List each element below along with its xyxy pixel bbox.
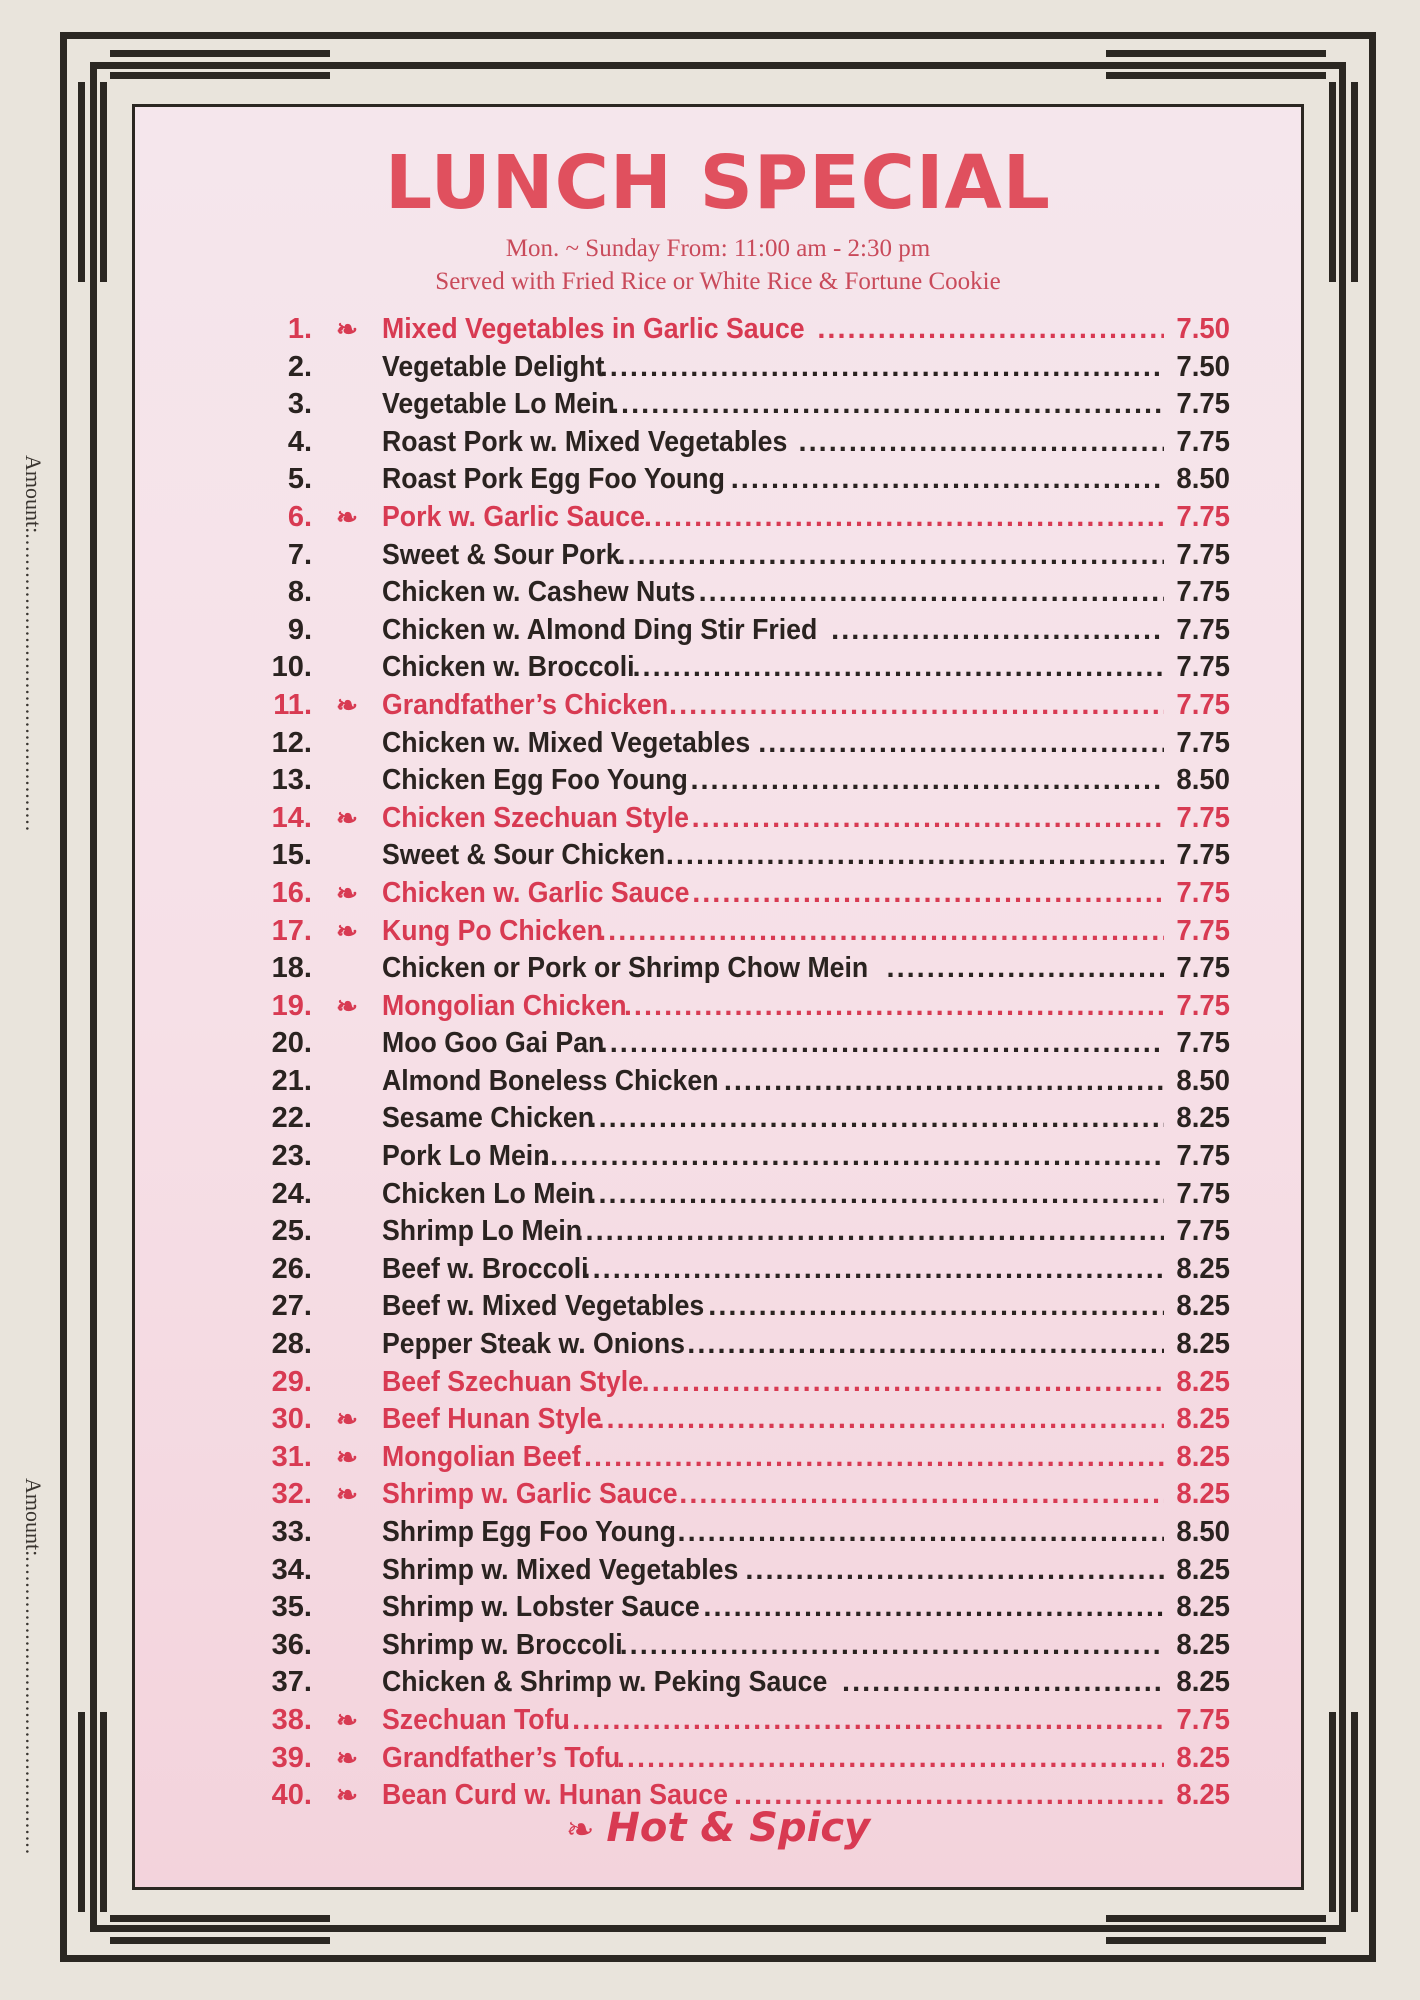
item-number: 21. <box>271 1064 312 1097</box>
item-name: Mongolian Beef <box>382 1440 581 1473</box>
menu-item <box>250 689 1230 727</box>
item-name: Shrimp Egg Foo Young <box>382 1516 676 1548</box>
amount-label-text: Amount: <box>21 1478 46 1557</box>
item-price: 8.50 <box>1176 1516 1230 1548</box>
dot-leader <box>799 426 1164 459</box>
dot-leader <box>745 1554 1164 1587</box>
hot-pepper-icon: ❧ <box>336 1742 358 1773</box>
item-name: Mongolian Chicken <box>382 989 627 1022</box>
menu-item <box>250 802 1230 840</box>
menu-item <box>250 1666 1230 1704</box>
item-number: 36. <box>271 1628 312 1661</box>
item-name: Szechuan Tofu <box>382 1703 570 1736</box>
item-number: 11. <box>273 688 312 721</box>
item-name: Pepper Steak w. Onions <box>382 1328 685 1361</box>
item-price: 8.25 <box>1176 1779 1230 1812</box>
item-price: 8.25 <box>1176 1252 1230 1285</box>
dot-leader <box>724 1065 1164 1098</box>
item-number: 16. <box>271 876 312 909</box>
item-price: 7.75 <box>1176 876 1230 909</box>
item-name: Vegetable Delight <box>382 350 605 383</box>
item-name: Chicken or Pork or Shrimp Chow Mein <box>382 952 869 985</box>
item-number: 12. <box>271 726 312 759</box>
dot-leader <box>678 1516 1164 1549</box>
dot-leader <box>540 1140 1164 1173</box>
item-number: 15. <box>271 839 312 872</box>
dot-leader <box>617 1742 1164 1775</box>
item-number: 28. <box>271 1328 312 1361</box>
item-number: 13. <box>271 764 312 797</box>
dot-leader <box>817 313 1164 346</box>
item-price: 7.75 <box>1176 688 1230 721</box>
item-price: 7.75 <box>1176 538 1230 571</box>
item-name: Chicken w. Cashew Nuts <box>382 576 696 609</box>
dot-leader <box>708 1290 1164 1323</box>
menu-item <box>250 1554 1230 1592</box>
menu-item <box>250 501 1230 539</box>
menu-item <box>250 1742 1230 1780</box>
item-price: 7.75 <box>1176 1703 1230 1736</box>
item-price: 7.75 <box>1176 1027 1230 1060</box>
item-price: 8.25 <box>1176 1440 1230 1473</box>
item-number: 23. <box>271 1140 312 1173</box>
menu-item <box>250 1140 1230 1178</box>
item-name: Chicken Szechuan Style <box>382 801 689 834</box>
item-price: 8.25 <box>1176 1628 1230 1661</box>
dot-leader <box>642 1366 1164 1399</box>
item-name: Almond Boneless Chicken <box>382 1064 719 1097</box>
menu-title: LUNCH SPECIAL <box>385 140 1051 226</box>
item-name: Moo Goo Gai Pan <box>382 1027 605 1060</box>
item-price: 7.75 <box>1176 801 1230 834</box>
item-number: 10. <box>271 651 312 684</box>
item-number: 2. <box>287 350 312 383</box>
item-number: 17. <box>271 914 312 947</box>
item-price: 8.50 <box>1176 764 1230 797</box>
item-name: Roast Pork Egg Foo Young <box>382 463 725 496</box>
item-number: 3. <box>287 388 312 421</box>
menu-item <box>250 1253 1230 1291</box>
item-number: 27. <box>271 1290 312 1323</box>
menu-item <box>250 539 1230 577</box>
item-name: Beef w. Broccoli <box>382 1252 589 1285</box>
item-name: Pork w. Garlic Sauce <box>382 500 645 533</box>
item-price: 7.75 <box>1176 425 1230 458</box>
item-price: 8.25 <box>1176 1290 1230 1323</box>
menu-item <box>250 614 1230 652</box>
menu-item <box>250 1441 1230 1479</box>
item-price: 7.75 <box>1176 914 1230 947</box>
menu-item <box>250 351 1230 389</box>
item-price: 7.75 <box>1176 651 1230 684</box>
item-name: Sweet & Sour Chicken <box>382 839 666 872</box>
item-name: Bean Curd w. Hunan Sauce <box>382 1779 728 1812</box>
item-name: Grandfather’s Chicken <box>382 688 669 721</box>
hot-pepper-icon: ❧ <box>336 1441 358 1472</box>
item-number: 6. <box>287 500 312 533</box>
dot-leader <box>624 990 1164 1023</box>
menu-item <box>250 839 1230 877</box>
menu-item <box>250 1403 1230 1441</box>
menu-item <box>250 1102 1230 1140</box>
item-number: 24. <box>271 1177 312 1210</box>
item-name: Chicken w. Garlic Sauce <box>382 876 690 909</box>
dot-leader <box>617 539 1164 572</box>
item-name: Chicken Egg Foo Young <box>382 764 688 797</box>
item-name: Beef w. Mixed Vegetables <box>382 1290 705 1323</box>
menu-item <box>250 1366 1230 1404</box>
legend-label: Hot & Spicy <box>606 1805 871 1851</box>
hot-pepper-icon: ❧ <box>336 501 358 532</box>
item-name: Chicken w. Broccoli <box>382 651 635 684</box>
hot-pepper-icon: ❧ <box>336 1704 358 1735</box>
item-price: 7.75 <box>1176 839 1230 872</box>
hot-pepper-icon: ❧ <box>565 1810 595 1850</box>
item-name: Beef Szechuan Style <box>382 1365 643 1398</box>
item-price: 8.25 <box>1176 1666 1230 1699</box>
dot-leader <box>583 1253 1164 1286</box>
dot-leader <box>731 463 1164 496</box>
item-name: Grandfather’s Tofu <box>382 1741 621 1774</box>
dot-leader <box>703 1591 1164 1624</box>
menu-item <box>250 1478 1230 1516</box>
dot-leader <box>687 1328 1164 1361</box>
dot-leader <box>758 727 1164 760</box>
item-price: 7.75 <box>1176 1215 1230 1248</box>
dot-leader <box>831 614 1164 647</box>
item-price: 7.75 <box>1176 500 1230 533</box>
item-name: Pork Lo Mein <box>382 1140 550 1173</box>
item-number: 1. <box>287 313 312 345</box>
item-number: 4. <box>287 425 312 458</box>
dot-leader <box>600 351 1164 384</box>
menu-item <box>250 1591 1230 1629</box>
item-name: Vegetable Lo Mein <box>382 388 615 421</box>
spicy-legend <box>132 1805 1304 1851</box>
dot-leader <box>842 1666 1164 1699</box>
item-price: 8.25 <box>1176 1328 1230 1361</box>
item-price: 8.25 <box>1176 1591 1230 1624</box>
menu-item <box>250 915 1230 953</box>
item-price: 8.25 <box>1176 1403 1230 1436</box>
item-number: 8. <box>287 576 312 609</box>
item-price: 7.75 <box>1176 613 1230 646</box>
menu-item <box>250 313 1230 351</box>
item-price: 7.75 <box>1176 1177 1230 1210</box>
menu-item <box>250 1215 1230 1253</box>
dot-leader <box>597 1403 1165 1436</box>
hot-pepper-icon: ❧ <box>336 915 358 946</box>
item-name: Shrimp w. Garlic Sauce <box>382 1478 678 1511</box>
item-name: Sesame Chicken <box>382 1102 595 1135</box>
hours-text: Mon. ~ Sunday From: 11:00 am - 2:30 pm <box>505 235 931 262</box>
dot-leader <box>600 1027 1164 1060</box>
hot-pepper-icon: ❧ <box>336 314 358 344</box>
menu-item <box>250 1516 1230 1554</box>
side-amount-label-top <box>6 455 46 915</box>
menu-item <box>250 990 1230 1028</box>
item-price: 7.75 <box>1176 1140 1230 1173</box>
item-price: 8.50 <box>1176 463 1230 496</box>
item-number: 37. <box>271 1666 312 1699</box>
item-number: 30. <box>271 1403 312 1436</box>
hot-pepper-icon: ❧ <box>336 1479 358 1510</box>
item-name: Roast Pork w. Mixed Vegetables <box>382 425 788 458</box>
dot-leader <box>562 1704 1164 1737</box>
menu-item <box>250 1290 1230 1328</box>
item-number: 25. <box>271 1215 312 1248</box>
menu-item <box>250 877 1230 915</box>
item-name: Chicken Lo Mein <box>382 1177 594 1210</box>
menu-item <box>250 1027 1230 1065</box>
menu-list <box>250 313 1230 1817</box>
menu-item <box>250 1178 1230 1216</box>
dot-leader <box>669 689 1164 722</box>
amount-label-text: Amount: <box>21 455 46 534</box>
item-number: 22. <box>271 1102 312 1135</box>
menu-item <box>250 727 1230 765</box>
dot-leader <box>690 764 1164 797</box>
item-number: 18. <box>271 952 312 985</box>
item-name: Sweet & Sour Pork <box>382 538 621 571</box>
dot-leader <box>620 1629 1164 1662</box>
item-price: 8.25 <box>1176 1365 1230 1398</box>
served-with-text: Served with Fried Rice or White Rice & Fortune Cookie <box>435 268 1001 295</box>
hot-pepper-icon: ❧ <box>336 1780 358 1811</box>
dot-leader <box>633 651 1165 684</box>
item-price: 7.75 <box>1176 388 1230 421</box>
menu-item <box>250 426 1230 464</box>
menu-item <box>250 576 1230 614</box>
item-price: 8.25 <box>1176 1553 1230 1586</box>
item-name: Chicken w. Mixed Vegetables <box>382 726 751 759</box>
dot-leader <box>666 839 1164 872</box>
item-number: 39. <box>271 1741 312 1774</box>
item-number: 14. <box>271 801 312 834</box>
dot-leader <box>699 576 1164 609</box>
item-name: Chicken w. Almond Ding Stir Fried <box>382 613 818 646</box>
item-price: 7.75 <box>1176 952 1230 985</box>
menu-item <box>250 388 1230 426</box>
dot-leader <box>576 1215 1165 1248</box>
hot-pepper-icon: ❧ <box>336 990 358 1021</box>
item-number: 31. <box>271 1440 312 1473</box>
item-number: 38. <box>271 1703 312 1736</box>
dot-leader <box>887 952 1164 985</box>
item-name: Shrimp w. Lobster Sauce <box>382 1591 700 1624</box>
item-number: 26. <box>271 1252 312 1285</box>
item-number: 34. <box>271 1553 312 1586</box>
dot-leader <box>644 501 1164 534</box>
side-amount-label-bottom <box>6 1478 46 1938</box>
item-price: 7.75 <box>1176 576 1230 609</box>
item-name: Shrimp w. Mixed Vegetables <box>382 1553 739 1586</box>
amount-fill-line: .............................................. <box>21 533 46 833</box>
item-number: 5. <box>287 463 312 496</box>
item-name: Mixed Vegetables in Garlic Sauce <box>382 313 805 345</box>
hot-pepper-icon: ❧ <box>336 1404 358 1435</box>
hot-pepper-icon: ❧ <box>336 802 358 833</box>
menu-item <box>250 952 1230 990</box>
item-name: Beef Hunan Style <box>382 1403 602 1436</box>
dot-leader <box>692 877 1164 910</box>
item-name: Chicken & Shrimp w. Peking Sauce <box>382 1666 828 1699</box>
dot-leader <box>679 1478 1164 1511</box>
item-number: 29. <box>271 1365 312 1398</box>
dot-leader <box>692 802 1164 835</box>
amount-fill-line: .............................................. <box>21 1556 46 1856</box>
item-number: 9. <box>287 613 312 646</box>
dot-leader <box>611 388 1164 421</box>
item-price: 7.50 <box>1176 350 1230 383</box>
item-number: 20. <box>271 1027 312 1060</box>
menu-item <box>250 463 1230 501</box>
item-name: Kung Po Chicken <box>382 914 603 947</box>
item-number: 7. <box>287 538 312 571</box>
item-name: Shrimp w. Broccoli <box>382 1628 623 1661</box>
menu-item <box>250 1704 1230 1742</box>
dot-leader <box>588 1178 1164 1211</box>
item-number: 40. <box>271 1779 312 1812</box>
item-price: 7.75 <box>1176 726 1230 759</box>
item-number: 32. <box>271 1478 312 1511</box>
hot-pepper-icon: ❧ <box>336 689 358 720</box>
item-number: 33. <box>271 1516 312 1548</box>
item-number: 35. <box>271 1591 312 1624</box>
dot-leader <box>574 1441 1164 1474</box>
menu-item <box>250 764 1230 802</box>
item-price: 7.75 <box>1176 989 1230 1022</box>
item-price: 8.25 <box>1176 1741 1230 1774</box>
menu-item <box>250 651 1230 689</box>
item-price: 7.50 <box>1176 313 1230 345</box>
item-price: 8.25 <box>1176 1102 1230 1135</box>
item-name: Shrimp Lo Mein <box>382 1215 583 1248</box>
menu-item <box>250 1328 1230 1366</box>
item-price: 8.25 <box>1176 1478 1230 1511</box>
item-number: 19. <box>271 989 312 1022</box>
hot-pepper-icon: ❧ <box>336 877 358 908</box>
dot-leader <box>598 915 1164 948</box>
menu-item <box>250 1065 1230 1103</box>
item-price: 8.50 <box>1176 1064 1230 1097</box>
dot-leader <box>589 1102 1164 1135</box>
menu-item <box>250 1629 1230 1667</box>
